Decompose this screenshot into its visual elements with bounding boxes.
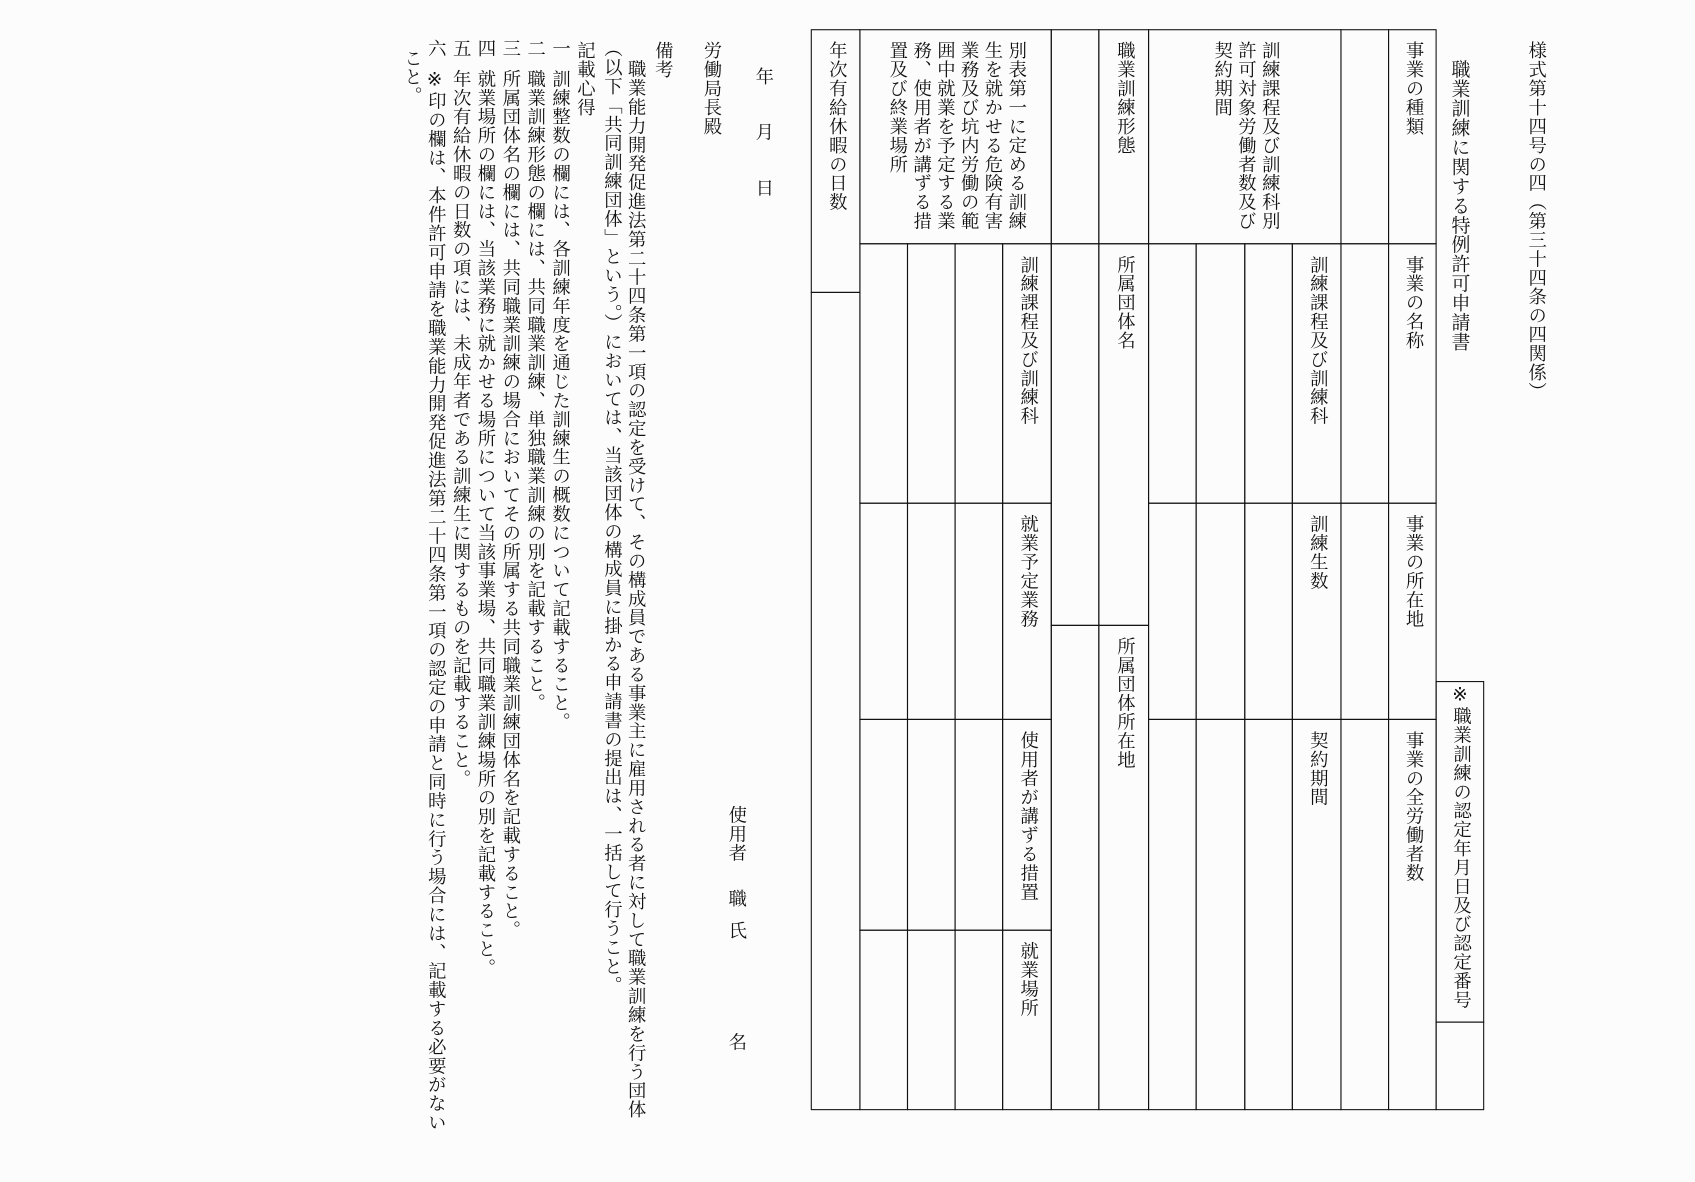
planned-work-label-cell xyxy=(1002,503,1052,720)
training-form-label-cell xyxy=(1098,29,1149,244)
training-field[interactable] xyxy=(1196,243,1246,504)
guide-item-text: 就業場所の欄には、当該業務に就かせる場所について当該事業場、共同職業訓練場所の別を記載すること。 xyxy=(473,69,496,978)
training-header-cell xyxy=(1148,29,1341,244)
contract-label: 契約期間 xyxy=(1305,730,1328,807)
training-course-label: 訓練課程及び訓練科 xyxy=(1305,255,1328,426)
employer-title: 職 xyxy=(724,888,746,908)
guide-item-number: 四 xyxy=(473,38,496,58)
annual-leave-field[interactable] xyxy=(811,292,861,1110)
training-field[interactable] xyxy=(1196,719,1246,1110)
hazard-field[interactable] xyxy=(859,503,908,720)
hazard-field[interactable] xyxy=(907,719,956,931)
group-address-label-cell xyxy=(1098,625,1149,1110)
hazard-field[interactable] xyxy=(859,243,908,504)
guide-item-number: 一 xyxy=(548,38,570,58)
guide-item-text: 職業訓練形態の欄には、共同職業訓練、単独職業訓練の別を記載すること。 xyxy=(523,69,545,713)
hazard-field[interactable] xyxy=(955,719,1004,931)
hazard-field[interactable] xyxy=(907,243,956,504)
business-name-field[interactable] xyxy=(1340,243,1389,504)
business-type-label-cell xyxy=(1388,29,1437,244)
training-form-label: 職業訓練形態 xyxy=(1112,41,1135,155)
guide-item-number: 五 xyxy=(448,38,471,58)
training-form-field[interactable] xyxy=(1051,29,1100,244)
hazard-field[interactable] xyxy=(907,503,956,720)
workplace-label-cell xyxy=(1002,930,1052,1111)
hazard-course-label-cell xyxy=(1002,243,1052,504)
guide-item-number: 三 xyxy=(498,38,520,58)
group-name-label: 所属団体名 xyxy=(1112,255,1135,350)
annual-leave-label-cell xyxy=(811,29,861,293)
notes-heading: 備考 xyxy=(650,41,673,79)
business-name-label: 事業の名称 xyxy=(1401,255,1424,350)
guide-item-text: 訓練整数の欄には、各訓練年度を通じた訓練生の概数について記載すること。 xyxy=(548,69,570,732)
business-type-field[interactable] xyxy=(1340,29,1389,244)
annual-leave-label: 年次有給休暇の日数 xyxy=(824,41,847,212)
training-field[interactable] xyxy=(1196,503,1246,720)
business-location-label-cell xyxy=(1388,503,1437,720)
group-address-label: 所属団体所在地 xyxy=(1112,636,1135,770)
planned-work-label: 就業予定業務 xyxy=(1016,514,1038,629)
guide-item-number: 六 xyxy=(423,38,446,58)
training-field[interactable] xyxy=(1148,243,1197,504)
hazard-field[interactable] xyxy=(955,243,1004,504)
guide-item-text: ※印の欄は、本件許可申請を職業能力開発促進法第二十四条第一項の認定の申請と同時に行う場合には、記載する必要がない xyxy=(423,69,446,1132)
business-workers-label: 事業の全労働者数 xyxy=(1401,730,1424,883)
notes-paragraph-line: （以下「共同訓練団体」という。）においては、当該団体の構成員に掛かる申請書の提出は、一括して行うこと。 xyxy=(599,38,622,995)
hazard-field[interactable] xyxy=(907,930,956,1111)
measures-label: 使用者が講ずる措置 xyxy=(1016,730,1038,902)
guide-heading: 記載心得 xyxy=(572,41,595,117)
hazardous-header-cell xyxy=(859,29,1051,244)
training-field[interactable] xyxy=(1244,243,1293,504)
group-name-field[interactable] xyxy=(1051,243,1100,626)
training-course-label-cell xyxy=(1292,243,1342,504)
training-field[interactable] xyxy=(1148,719,1197,1110)
business-type-label: 事業の種類 xyxy=(1401,41,1424,136)
date-day: 日 xyxy=(751,178,773,198)
group-name-label-cell xyxy=(1098,243,1149,626)
guide-item-continuation: こと。 xyxy=(399,48,422,106)
contract-label-cell xyxy=(1292,719,1342,1110)
certification-label-cell xyxy=(1436,681,1485,1023)
date-month: 月 xyxy=(751,122,773,142)
measures-label-cell xyxy=(1002,719,1052,931)
employer-label: 使用者 xyxy=(724,805,746,863)
hazard-field[interactable] xyxy=(859,930,908,1111)
addressee: 労働局長殿 xyxy=(699,41,722,136)
training-field[interactable] xyxy=(1244,503,1293,720)
business-location-label: 事業の所在地 xyxy=(1401,514,1424,629)
employer-name-a: 氏 xyxy=(724,921,746,940)
hazard-field[interactable] xyxy=(859,719,908,931)
notes-paragraph-line: 職業能力開発促進法第二十四条第一項の認定を受けて、その構成員である事業主に雇用される者に対して職業訓練を行う団体 xyxy=(623,59,646,1119)
guide-item-text: 所属団体名の欄には、共同職業訓練の場合においてその所属する共同職業訓練団体名を記載すること。 xyxy=(498,69,520,940)
business-workers-label-cell xyxy=(1388,719,1437,1110)
hazardous-header: 別表第一に定める訓練生を就かせる危険有害業務及び坑内労働の範囲中就業を予定する業務、使用者が講ずる措置及び終業場所 xyxy=(885,41,1026,231)
guide-item-text: 年次有給休暇の日数の項には、未成年者である訓練生に関するものを記載すること。 xyxy=(448,69,471,789)
form-title: 職業訓練に関する特例許可申請書 xyxy=(1448,59,1471,352)
hazard-course-label: 訓練課程及び訓練科 xyxy=(1016,255,1038,426)
hazard-field[interactable] xyxy=(955,930,1004,1111)
certification-field[interactable] xyxy=(1436,1022,1485,1111)
employer-name-b: 名 xyxy=(724,1032,746,1052)
trainees-label-cell xyxy=(1292,503,1342,720)
form-number: 様式第十四号の四（第三十四条の四関係） xyxy=(1524,41,1546,401)
business-location-field[interactable] xyxy=(1340,503,1389,720)
business-name-label-cell xyxy=(1388,243,1437,504)
training-field[interactable] xyxy=(1244,719,1293,1110)
business-workers-field[interactable] xyxy=(1340,719,1389,1110)
guide-item-number: 二 xyxy=(523,38,545,58)
workplace-label: 就業場所 xyxy=(1016,941,1038,1018)
certification-label: ※職業訓練の認定年月日及び認定番号 xyxy=(1449,684,1471,1010)
trainees-label: 訓練生数 xyxy=(1305,514,1328,591)
training-header: 訓練課程及び訓練科別許可対象労働者数及び契約期間 xyxy=(1210,41,1280,231)
group-address-field[interactable] xyxy=(1051,625,1100,1110)
date-year: 年 xyxy=(751,67,773,86)
training-field[interactable] xyxy=(1148,503,1197,720)
hazard-field[interactable] xyxy=(955,503,1004,720)
